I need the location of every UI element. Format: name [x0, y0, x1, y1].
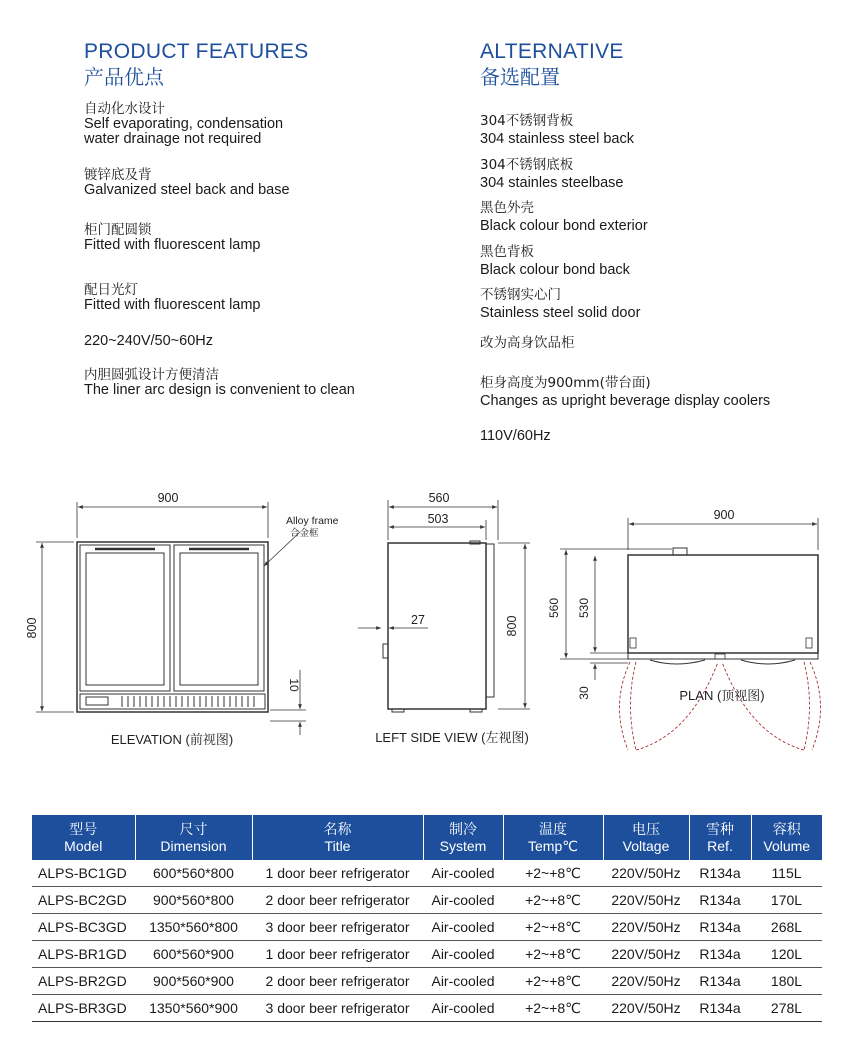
cell-volume: 268L — [751, 914, 822, 941]
cell-dimension: 1350*560*900 — [135, 995, 252, 1022]
cell-ref: R134a — [689, 968, 751, 995]
cell-title: 1 door beer refrigerator — [252, 941, 423, 968]
feature-zh: 内胆圆弧设计方便清洁 — [84, 367, 219, 383]
header-system: 制冷 System — [423, 815, 503, 860]
header-dimension: 尺寸 Dimension — [135, 815, 252, 860]
side-gap-label: 27 — [411, 613, 425, 627]
feature-item — [84, 168, 290, 198]
elevation-height-label: 800 — [25, 617, 39, 639]
cell-ref: R134a — [689, 941, 751, 968]
plan-depth-total-label: 560 — [547, 597, 561, 619]
table-row — [32, 860, 822, 887]
alternative-heading — [480, 40, 624, 90]
table-row — [32, 968, 822, 995]
right-door-glass — [180, 553, 258, 685]
alternative-title-zh: 备选配置 — [480, 65, 560, 89]
features-title-en: PRODUCT FEATURES — [84, 40, 309, 63]
cell-voltage: 220V/50Hz — [603, 860, 689, 887]
feature-item — [84, 223, 261, 253]
cell-ref: R134a — [689, 860, 751, 887]
alternative-zh: 黑色外壳 — [480, 200, 534, 216]
left-door — [80, 545, 170, 691]
alternative-en: 304 stainles steelbase — [480, 175, 624, 191]
header-voltage: 电压 Voltage — [603, 815, 689, 860]
plan-depth-body-label: 530 — [577, 597, 591, 619]
plan-caption: PLAN (顶视图) — [679, 688, 765, 703]
control-panel — [86, 697, 108, 705]
table-row — [32, 941, 822, 968]
cell-ref: R134a — [689, 995, 751, 1022]
header-volume: 容积 Volume — [751, 815, 822, 860]
feature-en: Fitted with fluorescent lamp — [84, 297, 261, 313]
cell-temp: +2~+8℃ — [503, 968, 603, 995]
elevation-width-label: 900 — [157, 491, 179, 505]
header-model: 型号 Model — [32, 815, 135, 860]
elevation-base-label: 10 — [287, 678, 301, 692]
table-row — [32, 887, 822, 914]
feature-item — [84, 368, 355, 398]
feature-zh: 配日光灯 — [84, 282, 138, 298]
technical-drawings — [0, 470, 850, 770]
alternative-en: 304 stainless steel back — [480, 131, 634, 147]
alternative-en: Stainless steel solid door — [480, 305, 641, 321]
cell-temp: +2~+8℃ — [503, 995, 603, 1022]
alternative-zh: 黑色背板 — [480, 244, 534, 260]
cell-volume: 170L — [751, 887, 822, 914]
side-view — [358, 500, 530, 712]
cell-voltage: 220V/50Hz — [603, 887, 689, 914]
cell-volume: 120L — [751, 941, 822, 968]
header-temp: 温度 Temp℃ — [503, 815, 603, 860]
alternative-zh: 柜身高度为900mm(带台面) — [480, 375, 651, 391]
alternative-item — [480, 158, 624, 191]
side-depth-body-label: 503 — [427, 512, 449, 526]
cell-model: ALPS-BC2GD — [32, 887, 135, 914]
cell-system: Air-cooled — [423, 860, 503, 887]
left-door-glass — [86, 553, 164, 685]
alternative-zh: 改为高身饮品柜 — [480, 335, 575, 351]
cell-dimension: 900*560*900 — [135, 968, 252, 995]
alternative-item — [480, 245, 630, 278]
alternative-zh: 不锈钢实心门 — [480, 287, 561, 303]
cell-dimension: 1350*560*800 — [135, 914, 252, 941]
cell-model: ALPS-BC1GD — [32, 860, 135, 887]
cell-voltage: 220V/50Hz — [603, 941, 689, 968]
alternative-item — [480, 336, 575, 351]
feature-en: Galvanized steel back and base — [84, 182, 290, 198]
features-heading — [84, 40, 309, 90]
feature-item — [84, 102, 283, 147]
cell-temp: +2~+8℃ — [503, 941, 603, 968]
table-row — [32, 995, 822, 1022]
features-title-zh: 产品优点 — [84, 65, 164, 89]
header-ref: 雪种 Ref. — [689, 815, 751, 860]
cell-title: 2 door beer refrigerator — [252, 968, 423, 995]
cell-system: Air-cooled — [423, 887, 503, 914]
cell-dimension: 900*560*800 — [135, 887, 252, 914]
cell-voltage: 220V/50Hz — [603, 995, 689, 1022]
plan-body — [628, 555, 818, 653]
alternative-title-en: ALTERNATIVE — [480, 40, 624, 63]
alternative-zh: 304不锈钢背板 — [480, 113, 574, 129]
feature-en-2: water drainage not required — [84, 131, 262, 147]
cell-temp: +2~+8℃ — [503, 887, 603, 914]
table-row — [32, 914, 822, 941]
cell-title: 3 door beer refrigerator — [252, 914, 423, 941]
cell-volume: 115L — [751, 860, 822, 887]
feature-zh: 镀锌底及背 — [84, 167, 152, 183]
feature-en: Fitted with fluorescent lamp — [84, 237, 261, 253]
elevation-caption: ELEVATION (前视图) — [110, 732, 234, 747]
cell-system: Air-cooled — [423, 968, 503, 995]
alternative-en: 110V/60Hz — [480, 428, 551, 444]
cell-system: Air-cooled — [423, 941, 503, 968]
alternative-en: Black colour bond exterior — [480, 218, 648, 234]
cell-title: 2 door beer refrigerator — [252, 887, 423, 914]
elevation-view — [36, 502, 306, 735]
feature-en: 220~240V/50~60Hz — [84, 333, 213, 349]
side-caption: LEFT SIDE VIEW (左视图) — [375, 730, 529, 745]
cell-volume: 278L — [751, 995, 822, 1022]
alternative-item — [480, 376, 770, 409]
cell-ref: R134a — [689, 887, 751, 914]
feature-item — [84, 283, 261, 313]
feature-en: The liner arc design is convenient to clean — [84, 382, 355, 398]
cell-model: ALPS-BR1GD — [32, 941, 135, 968]
cell-title: 1 door beer refrigerator — [252, 860, 423, 887]
alternative-en: Black colour bond back — [480, 262, 630, 278]
plan-width-label: 900 — [713, 508, 735, 522]
cell-dimension: 600*560*800 — [135, 860, 252, 887]
cell-system: Air-cooled — [423, 995, 503, 1022]
side-body — [388, 543, 486, 709]
feature-zh: 柜门配圆锁 — [84, 222, 152, 238]
feature-zh: 自动化水设计 — [84, 101, 165, 117]
alternative-item — [480, 288, 640, 321]
plan-top-part — [673, 548, 687, 555]
cell-volume: 180L — [751, 968, 822, 995]
spec-table — [32, 815, 822, 1022]
alloy-frame-label-zh: 合金框 — [290, 528, 319, 539]
cabinet-outline — [77, 542, 268, 712]
table-header-row — [32, 815, 822, 860]
feature-item — [84, 334, 213, 349]
right-door — [174, 545, 264, 691]
side-door — [486, 544, 494, 697]
alloy-frame-label-en: Alloy frame — [286, 515, 339, 527]
cell-model: ALPS-BR3GD — [32, 995, 135, 1022]
cell-system: Air-cooled — [423, 914, 503, 941]
alternative-item — [480, 201, 648, 234]
cell-voltage: 220V/50Hz — [603, 968, 689, 995]
cell-title: 3 door beer refrigerator — [252, 995, 423, 1022]
cell-voltage: 220V/50Hz — [603, 914, 689, 941]
side-depth-total-label: 560 — [428, 491, 450, 505]
alternative-en: Changes as upright beverage display coolers — [480, 393, 771, 409]
cell-ref: R134a — [689, 914, 751, 941]
feature-en: Self evaporating, condensation — [84, 116, 284, 132]
alternative-item — [480, 114, 634, 147]
header-title: 名称 Title — [252, 815, 423, 860]
alternative-item — [480, 429, 551, 444]
cell-temp: +2~+8℃ — [503, 860, 603, 887]
cell-dimension: 600*560*900 — [135, 941, 252, 968]
cell-model: ALPS-BR2GD — [32, 968, 135, 995]
plan-door-label: 30 — [577, 686, 591, 700]
side-height-label: 800 — [505, 615, 519, 637]
cell-model: ALPS-BC3GD — [32, 914, 135, 941]
grille-slots — [122, 696, 254, 707]
plan-view — [560, 518, 821, 750]
alternative-zh: 304不锈钢底板 — [480, 157, 574, 173]
cell-temp: +2~+8℃ — [503, 914, 603, 941]
